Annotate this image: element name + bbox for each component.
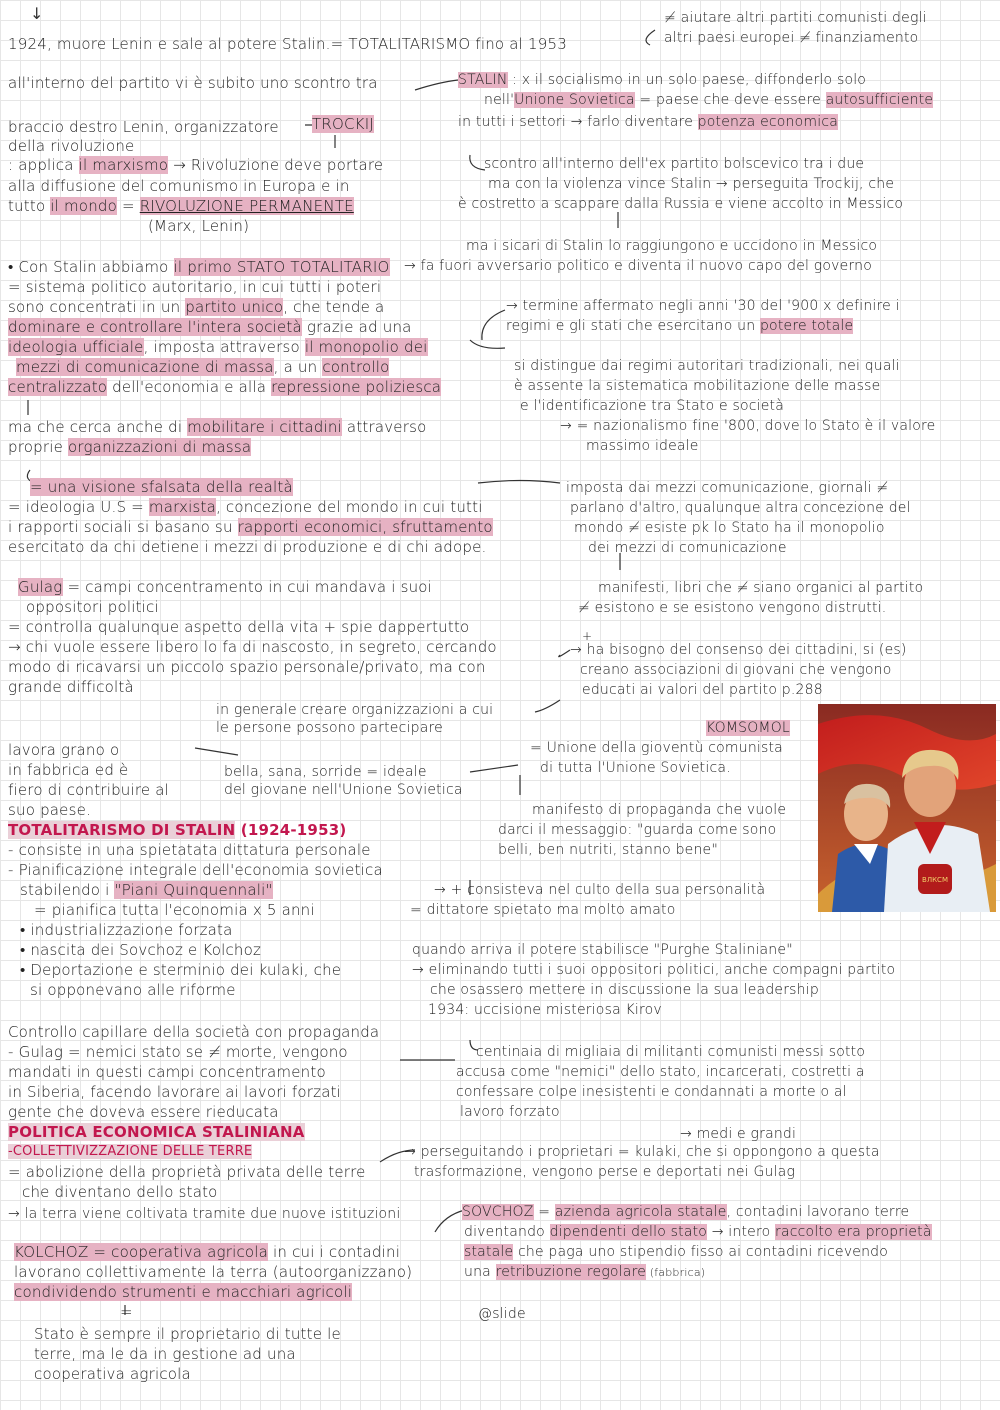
text: lavorano collettivamente la terra (autoorganizzano) xyxy=(14,1263,413,1281)
text: è costretto a scappare dalla Russia e viene accolto in Messico xyxy=(458,196,904,212)
text: mezzi di comunicazione di massa xyxy=(16,358,274,376)
text: centinaia di migliaia di militanti comunisti messi sotto xyxy=(476,1044,866,1060)
militanti-1 xyxy=(476,1042,865,1062)
text: di tutta l'Unione Sovietica. xyxy=(540,760,731,776)
text: massimo ideale xyxy=(586,438,699,454)
text: alla diffusione del comunismo in Europa e in xyxy=(8,177,350,195)
text: → la terra viene coltivata tramite due nuove istituzioni xyxy=(8,1206,401,1222)
text: mandati in questi campi concentramento xyxy=(8,1063,326,1081)
text: una xyxy=(464,1264,496,1280)
coll-1 xyxy=(8,1162,366,1182)
culto-1 xyxy=(434,880,765,900)
stalin-3 xyxy=(458,112,838,132)
text: • nascita dei Sovchoz e Kolchoz xyxy=(20,941,262,959)
text: ≠ esistono e se esistono vengono distrutti. xyxy=(578,600,887,616)
text: → termine affermato negli anni '30 del '900 x definire i xyxy=(506,298,900,314)
stato-totalitario-1 xyxy=(8,257,390,277)
text: mondo ≠ esiste pk lo Stato ha il monopolio xyxy=(574,520,885,536)
text: potenza economica xyxy=(697,114,838,130)
text: cooperativa agricola xyxy=(111,1243,269,1261)
distingue-3 xyxy=(520,396,784,416)
text: ideologia ufficiale xyxy=(8,338,144,356)
text: (Marx, Lenin) xyxy=(148,217,250,235)
gulag-5 xyxy=(8,657,486,677)
controllo-2 xyxy=(8,1042,348,1062)
stalin-1 xyxy=(458,70,866,90)
kolchoz-2 xyxy=(14,1262,412,1282)
militanti-3 xyxy=(456,1082,847,1102)
text: "Piani Quinquennali" xyxy=(114,881,273,899)
bella-1 xyxy=(224,762,427,782)
sovchoz-2 xyxy=(464,1222,932,1242)
text: educati ai valori del partito p.288 xyxy=(582,682,823,698)
kulaki-2 xyxy=(414,1162,795,1182)
medi-grandi xyxy=(680,1124,796,1144)
propaganda-1 xyxy=(532,800,786,820)
tot-3 xyxy=(20,880,273,900)
text: creano associazioni di giovani che vengono xyxy=(580,662,892,678)
text: e l'identificazione tra Stato e società xyxy=(520,398,785,414)
text: @slide xyxy=(478,1306,526,1322)
ideologia-1 xyxy=(8,497,483,517)
text: tutto xyxy=(8,197,51,215)
text: cooperativa agricola xyxy=(34,1365,191,1383)
text: il primo STATO TOTALITARIO xyxy=(173,258,390,276)
imposta-2 xyxy=(570,498,911,518)
text: → + consisteva nel culto della sua personalità xyxy=(434,882,766,898)
text: all'interno del partito vi è subito uno scontro tra xyxy=(8,74,378,92)
text: braccio destro Lenin, organizzatore xyxy=(8,118,279,136)
text: gente che doveva essere rieducata xyxy=(8,1103,279,1121)
text: quando arriva il potere stabilisce "Purghe Staliniane" xyxy=(412,942,793,958)
text: trasformazione, vengono perse e deportati nei Gulag xyxy=(414,1164,796,1180)
controllo-1 xyxy=(8,1022,379,1042)
text: condividendo strumenti e macchiari agricoli xyxy=(14,1283,353,1301)
nazionalismo-1 xyxy=(560,416,935,436)
text: altri paesi europei ≠ finanziamento xyxy=(664,30,919,46)
tot-8 xyxy=(30,980,236,1000)
grano-2 xyxy=(8,760,128,780)
purghe-1 xyxy=(412,940,793,960)
scontro-1 xyxy=(484,154,864,174)
text: TROCKIJ xyxy=(312,115,374,133)
trockij-desc-4 xyxy=(8,176,350,196)
text: 1924, muore Lenin e sale al potere Stalin.= TOTALITARISMO fino al 1953 xyxy=(8,35,567,53)
stato-totalitario-3 xyxy=(8,297,384,317)
aiutare-1 xyxy=(664,8,927,28)
text: che paga uno stipendio fisso ai contadini ricevendo xyxy=(513,1244,889,1260)
aiutare-2 xyxy=(664,28,918,48)
text: repressione poliziesca xyxy=(271,378,442,396)
text: manifesto di propaganda che vuole xyxy=(532,802,787,818)
text: → = nazionalismo fine '800, dove lo Stato è il valore xyxy=(560,418,936,434)
text: • Deportazione e sterminio dei kulaki, che xyxy=(20,961,342,979)
text: controllo xyxy=(322,358,390,376)
trockij-desc-5 xyxy=(8,196,354,216)
text: bella, sana, sorride = ideale xyxy=(224,764,427,780)
down-arrow-icon: ↓ xyxy=(30,4,44,23)
slide-note xyxy=(478,1304,526,1324)
termine-1 xyxy=(506,296,900,316)
text: raccolto era proprietà xyxy=(775,1224,932,1240)
stato-totalitario-7 xyxy=(8,377,441,397)
consenso-1 xyxy=(570,640,907,660)
text: in cui i contadini xyxy=(268,1243,401,1261)
controllo-4 xyxy=(8,1082,341,1102)
text: → intero xyxy=(707,1224,776,1240)
text: • industrializzazione forzata xyxy=(20,921,233,939)
kolchoz-equals xyxy=(120,1302,133,1322)
stato-totalitario-6 xyxy=(16,357,389,377)
text: SOVCHOZ xyxy=(462,1204,534,1220)
text: del giovane nell'Unione Sovietica xyxy=(224,782,463,798)
text: grande difficoltà xyxy=(8,678,134,696)
text: Gulag xyxy=(18,578,63,596)
text: → Rivoluzione deve portare xyxy=(168,156,384,174)
text: le persone possono partecipare xyxy=(216,720,443,736)
militanti-4 xyxy=(460,1102,560,1122)
text: dominare e controllare l'intera società xyxy=(8,318,302,336)
trockij-desc-2 xyxy=(8,136,134,156)
text: (fabbrica) xyxy=(646,1266,706,1279)
text: in Siberia, facendo lavorare ai lavori forzati xyxy=(8,1083,342,1101)
stato-totalitario-4 xyxy=(8,317,412,337)
text: esercitato da chi detiene i mezzi di produzione e di chi adope. xyxy=(8,538,487,556)
politica-economica-heading xyxy=(8,1122,305,1142)
text: lavoro forzato xyxy=(460,1104,560,1120)
text: KOLCHOZ xyxy=(14,1243,89,1261)
gulag-3 xyxy=(8,617,469,637)
organizzazioni-1 xyxy=(216,700,493,720)
text: = controlla qualunque aspetto della vita + spie dappertutto xyxy=(8,618,470,636)
bella-2 xyxy=(224,780,463,800)
text: potere totale xyxy=(759,318,854,334)
sovchoz-4 xyxy=(464,1262,705,1283)
text: = Unione della gioventù comunista xyxy=(530,740,783,756)
sicari-1 xyxy=(466,236,877,256)
text: azienda agricola statale xyxy=(554,1204,727,1220)
kulaki-1 xyxy=(404,1142,880,1162)
text: i rapporti sociali si basano su xyxy=(8,518,238,536)
text: accusa come "nemici" dello stato, incarcerati, costretti a xyxy=(456,1064,865,1080)
ideologia-3 xyxy=(8,537,486,557)
text: diventando xyxy=(464,1224,550,1240)
distingue-2 xyxy=(514,376,880,396)
controllo-3 xyxy=(8,1062,326,1082)
text: che osassero mettere in discussione la sua leadership xyxy=(430,982,819,998)
text: TOTALITARISMO DI STALIN xyxy=(8,821,236,839)
kolchoz-5 xyxy=(34,1344,296,1364)
text: fiero di contribuire al xyxy=(8,781,170,799)
text: retribuzione regolare xyxy=(495,1264,647,1280)
text: Controllo capillare della società con propaganda xyxy=(8,1023,380,1041)
text: si opponevano alle riforme xyxy=(30,981,236,999)
gulag-2 xyxy=(26,597,159,617)
consenso-2 xyxy=(580,660,892,680)
komsomol-label xyxy=(706,718,790,738)
militanti-2 xyxy=(456,1062,865,1082)
text: = sistema politico autoritario, in cui tutti i poteri xyxy=(8,278,382,296)
text: partito unico xyxy=(185,298,284,316)
nazionalismo-2 xyxy=(586,436,699,456)
text: 1934: uccisione misteriosa Kirov xyxy=(428,1002,662,1018)
text: → ha bisogno del consenso dei cittadini, si (es) xyxy=(570,642,907,658)
text: = xyxy=(117,197,140,215)
trockij-desc-1 xyxy=(8,117,279,137)
text: = xyxy=(88,1243,112,1261)
text: parlano d'altro, qualunque altra concezione del xyxy=(570,500,911,516)
collettivizzazione-heading xyxy=(8,1142,252,1162)
text: = pianifica tutta l'economia x 5 anni xyxy=(34,901,315,919)
text: , contadini lavorano terre xyxy=(726,1204,910,1220)
visione-sfalsata xyxy=(30,477,293,497)
tot-1 xyxy=(8,840,371,860)
kolchoz-3 xyxy=(14,1282,352,1302)
trockij-label xyxy=(312,114,374,134)
text: confessare colpe inesistenti e condannati a morte o al xyxy=(456,1084,847,1100)
text: = abolizione della proprietà privata delle terre xyxy=(8,1163,366,1181)
text: mobilitare i cittadini xyxy=(187,418,342,436)
imposta-4 xyxy=(588,538,787,558)
text: imposta dai mezzi comunicazione, giornali ≠ xyxy=(566,480,889,496)
text: → medi e grandi xyxy=(680,1126,797,1142)
grano-3 xyxy=(8,780,169,800)
text: attraverso xyxy=(341,418,427,436)
scontro-3 xyxy=(458,194,903,214)
text: ≠ aiutare altri partiti comunisti degli xyxy=(664,10,927,26)
text: ma con la violenza vince Stalin → perseguita Trockij, che xyxy=(488,176,895,192)
text: darci il messaggio: "guarda come sono xyxy=(498,822,777,838)
text: + xyxy=(582,629,593,643)
komsomol-poster-image xyxy=(818,704,996,912)
svg-text:ВЛКСМ: ВЛКСМ xyxy=(922,876,948,884)
tot-5 xyxy=(20,920,233,940)
propaganda-3 xyxy=(498,840,718,860)
text: - Gulag = nemici stato se ≠ morte, vengono xyxy=(8,1043,348,1061)
text: belli, ben nutriti, stanno bene" xyxy=(498,842,719,858)
text: proprie xyxy=(8,438,68,456)
text: → fa fuori avversario politico e diventa il nuovo capo del governo xyxy=(404,258,872,274)
stato-totalitario-2 xyxy=(8,277,381,297)
propaganda-2 xyxy=(498,820,776,840)
text: STALIN xyxy=(458,72,508,88)
text: = xyxy=(120,1303,133,1321)
ideologia-2 xyxy=(8,517,493,537)
purghe-2 xyxy=(412,960,895,980)
poster-illustration xyxy=(818,704,996,912)
mobilitare-2 xyxy=(8,437,251,457)
text: stabilendo i xyxy=(20,881,115,899)
text: = ideologia U.S = xyxy=(8,498,149,516)
text: - consiste in una spietatata dittatura personale xyxy=(8,841,371,859)
text: , imposta attraverso xyxy=(143,338,305,356)
text: lavora grano o xyxy=(8,741,120,759)
imposta-1 xyxy=(566,478,888,498)
text: - Pianificazione integrale dell'economia sovietica xyxy=(8,861,383,879)
termine-2 xyxy=(506,316,853,336)
manifesti-2 xyxy=(578,598,886,618)
text: autosufficiente xyxy=(825,92,934,108)
text: della rivoluzione xyxy=(8,137,135,155)
text: • Con Stalin abbiamo xyxy=(8,258,174,276)
text: = paese che deve essere xyxy=(634,92,826,108)
text: (1924-1953) xyxy=(235,821,347,839)
marx-lenin xyxy=(148,216,249,236)
mobilitare-1 xyxy=(8,417,427,437)
text: statale xyxy=(464,1244,514,1260)
text: ma che cerca anche di xyxy=(8,418,188,436)
stalin-2 xyxy=(484,90,933,110)
text: : x il socialismo in un solo paese, diffonderlo solo xyxy=(507,72,867,88)
scontro-line xyxy=(8,73,378,93)
text: in generale creare organizzazioni a cui xyxy=(216,702,494,718)
text: , che tende a xyxy=(283,298,385,316)
text: sono concentrati in un xyxy=(8,298,186,316)
organizzazioni-2 xyxy=(216,718,443,738)
text: organizzazioni di massa xyxy=(68,438,252,456)
controllo-5 xyxy=(8,1102,279,1122)
text: = xyxy=(533,1204,555,1220)
grano-4 xyxy=(8,800,91,820)
gulag-6 xyxy=(8,677,134,697)
text: che diventano dello stato xyxy=(22,1183,218,1201)
text: è assente la sistematica mobilitazione delle masse xyxy=(514,378,881,394)
text: dei mezzi di comunicazione xyxy=(588,540,787,556)
culto-2 xyxy=(410,900,675,920)
text: Stato è sempre il proprietario di tutte le xyxy=(34,1325,341,1343)
trockij-desc-3 xyxy=(8,155,383,175)
text: -COLLETTIVIZZAZIONE DELLE TERRE xyxy=(8,1144,253,1159)
text: si distingue dai regimi autoritari tradizionali, nei quali xyxy=(514,358,900,374)
text: oppositori politici xyxy=(26,598,159,616)
totalitarismo-stalin-heading xyxy=(8,820,346,840)
text: manifesti, libri che ≠ siano organici al partito xyxy=(598,580,924,596)
gulag-4 xyxy=(8,637,497,657)
grano-1 xyxy=(8,740,119,760)
text: , concezione del mondo in cui tutti xyxy=(216,498,483,516)
stato-totalitario-5 xyxy=(8,337,428,357)
kolchoz-6 xyxy=(34,1364,191,1384)
text: centralizzato xyxy=(8,378,108,396)
text: KOMSOMOL xyxy=(706,720,790,736)
sovchoz-3 xyxy=(464,1242,888,1262)
tot-4 xyxy=(34,900,315,920)
distingue-1 xyxy=(514,356,900,376)
text: Unione Sovietica xyxy=(514,92,635,108)
text: modo di ricavarsi un piccolo spazio personale/privato, ma con xyxy=(8,658,486,676)
text: → chi vuole essere libero lo fa di nascosto, in segreto, cercando xyxy=(8,638,497,656)
komsomol-1 xyxy=(530,738,783,758)
scontro-2 xyxy=(488,174,894,194)
text: il mondo xyxy=(50,197,117,215)
coll-2 xyxy=(22,1182,218,1202)
text: = dittatore spietato ma molto amato xyxy=(410,902,676,918)
intro-line xyxy=(8,34,567,54)
tot-7 xyxy=(20,960,341,980)
text: , a un xyxy=(273,358,323,376)
purghe-3 xyxy=(430,980,819,1000)
gulag-1 xyxy=(18,577,432,597)
text: RIVOLUZIONE PERMANENTE xyxy=(139,197,354,215)
imposta-3 xyxy=(574,518,885,538)
text: → eliminando tutti i suoi oppositori politici, anche compagni partito xyxy=(412,962,896,978)
text: regimi e gli stati che esercitano un xyxy=(506,318,760,334)
text: il monopolio dei xyxy=(304,338,428,356)
text: ma i sicari di Stalin lo raggiungono e uccidono in Messico xyxy=(466,238,878,254)
purghe-4 xyxy=(428,1000,662,1020)
text: dipendenti dello stato xyxy=(549,1224,708,1240)
text: grazie ad una xyxy=(301,318,412,336)
text: rapporti economici, sfruttamento xyxy=(237,518,493,536)
komsomol-2 xyxy=(540,758,731,778)
sovchoz-1 xyxy=(462,1202,909,1222)
text: in fabbrica ed è xyxy=(8,761,129,779)
tot-6 xyxy=(20,940,261,960)
text: marxista xyxy=(148,498,216,516)
tot-2 xyxy=(8,860,383,880)
text: POLITICA ECONOMICA STALINIANA xyxy=(8,1123,305,1141)
text: il marxismo xyxy=(78,156,169,174)
kolchoz-1 xyxy=(14,1242,400,1262)
text: : applica xyxy=(8,156,79,174)
text: dell'economia e alla xyxy=(107,378,272,396)
text: → perseguitando i proprietari = kulaki, che si oppongono a questa xyxy=(404,1144,880,1160)
kolchoz-4 xyxy=(34,1324,341,1344)
text: in tutti i settori → farlo diventare xyxy=(458,114,698,130)
sicari-2 xyxy=(404,256,872,276)
text: scontro all'interno dell'ex partito bolscevico tra i due xyxy=(484,156,865,172)
text: = campi concentramento in cui mandava i suoi xyxy=(62,578,433,596)
text: nell' xyxy=(484,92,515,108)
coll-3 xyxy=(8,1204,400,1224)
text: terre, ma le da in gestione ad una xyxy=(34,1345,296,1363)
text: = una visione sfalsata della realtà xyxy=(30,478,293,496)
manifesti-1 xyxy=(598,578,923,598)
text: suo paese. xyxy=(8,801,92,819)
consenso-3 xyxy=(582,680,823,700)
